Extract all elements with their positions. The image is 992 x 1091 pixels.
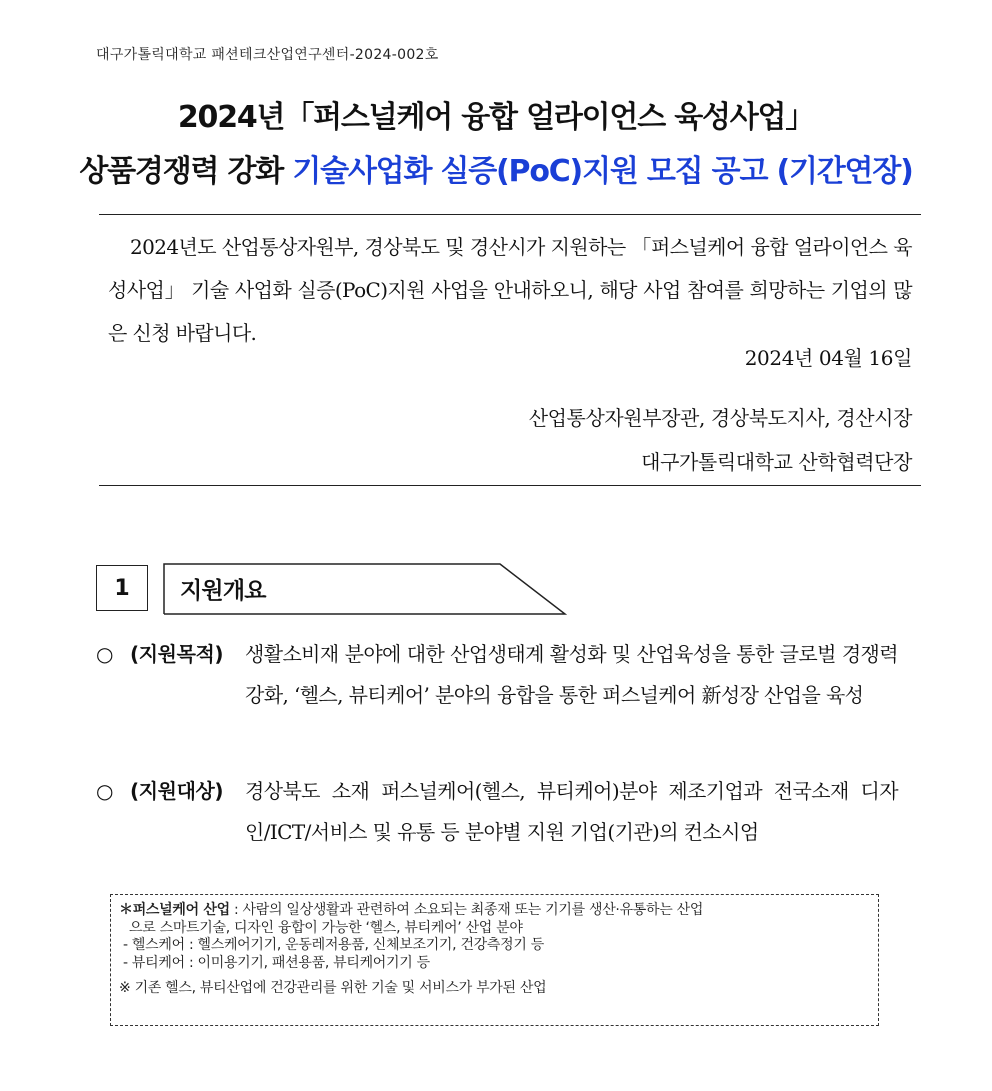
circle-bullet-icon: ○: [96, 779, 113, 803]
definition-line: [119, 902, 868, 920]
section-number-box: [96, 565, 148, 611]
intro-text: 2024년도 산업통상자원부, 경상북도 및 경산시가 지원하는 「퍼스널케어 융합 얼라이언스 육성사업」 기술 사업화 실증(PoC)지원 사업을 안내하오니, 해당 사업 참여를 희망하는 기업의 많은 신청 바랍니다.: [108, 235, 912, 345]
definition-title: ＊퍼스널케어 산업: [119, 902, 230, 918]
note-remark: ※ 기존 헬스, 뷰티산업에 건강관리를 위한 기술 및 서비스가 부가된 산업: [119, 980, 547, 996]
healthcare-subitem: - 헬스케어 : 헬스케어기기, 운동레저용품, 신체보조기기, 건강측정기 등: [123, 937, 544, 953]
signatory-line2: 대구가톨릭대학교 산학협력단장: [641, 450, 912, 474]
signatory-line1: 산업통상자원부장관, 경상북도지사, 경산시장: [528, 406, 912, 430]
section-number: 1: [114, 575, 130, 601]
item-text: 경상북도 소재 퍼스널케어(헬스, 뷰티케어)분야 제조기업과 전국소재 디자인/ICT/서비스 및 유통 등 분야별 지원 기업(기관)의 컨소시엄: [245, 779, 898, 844]
circle-bullet-icon: ○: [96, 642, 113, 666]
title-highlight-part: 기술사업화 실증(PoC)지원 모집 공고 (기간연장): [292, 154, 913, 189]
item-label: (지원목적): [130, 642, 224, 666]
top-divider: [99, 214, 921, 215]
list-item-purpose: [96, 634, 900, 764]
list-item-target: [96, 771, 900, 861]
bottom-divider: [99, 485, 921, 486]
title-black-part: 상품경쟁력 강화: [79, 154, 293, 189]
page-title-line1: 2024년「퍼스널케어 융합 얼라이언스 육성사업」: [177, 100, 815, 135]
document-number: 대구가톨릭대학교 패션테크산업연구센터-2024-002호: [96, 47, 439, 63]
item-label: (지원대상): [130, 779, 224, 803]
definition-continuation: 으로 스마트기술, 디자인 융합이 가능한 ‘헬스, 뷰티케어’ 산업 분야: [129, 919, 523, 936]
definition-note-box: [110, 894, 879, 1026]
beautycare-subitem: - 뷰티케어 : 이미용기기, 패션용품, 뷰티케어기기 등: [123, 954, 430, 971]
page-title-line2: [0, 146, 992, 190]
section-title-box: [163, 563, 567, 615]
section-title: 지원개요: [180, 578, 266, 604]
intro-paragraph: [108, 226, 912, 355]
definition-text: : 사람의 일상생활과 관련하여 소요되는 최종재 또는 기기를 생산·유통하는 산업: [229, 902, 704, 918]
announcement-date: 2024년 04월 16일: [744, 346, 912, 370]
item-text: 생활소비재 분야에 대한 산업생태계 활성화 및 산업육성을 통한 글로벌 경쟁력 강화, ‘헬스, 뷰티케어’ 분야의 융합을 통한 퍼스널케어 新성장 산업을 육성: [245, 642, 898, 707]
